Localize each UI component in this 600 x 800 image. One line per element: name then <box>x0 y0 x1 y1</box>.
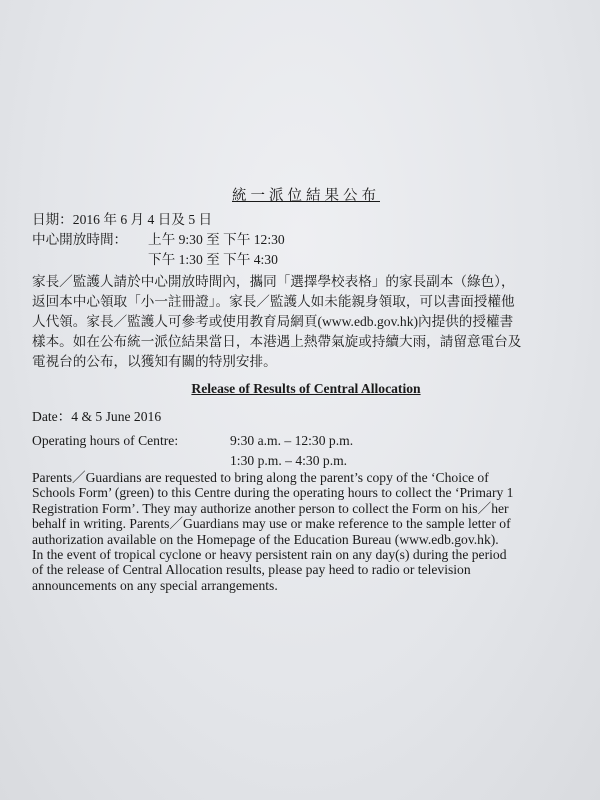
en-date: Date：4 & 5 June 2016 <box>32 409 162 424</box>
en-paragraph-line: Parents／Guardians are requested to bring along the parent’s copy of the ‘Choice of <box>32 470 489 485</box>
zh-instructions-paragraph <box>32 272 580 372</box>
en-hours-afternoon: 1:30 p.m. – 4:30 p.m. <box>230 453 348 468</box>
zh-paragraph-line: 樣本。如在公布統一派位結果當日，本港遇上熱帶氣旋或持續大雨，請留意電台及 <box>32 334 522 349</box>
zh-hours-afternoon: 下午 1:30 至 下午 4:30 <box>148 252 278 267</box>
zh-paragraph-line: 人代領。家長／監護人可參考或使用教育局網頁(www.edb.gov.hk)內提供的授權書 <box>32 314 514 329</box>
en-notice-title: Release of Results of Central Allocation <box>191 381 421 396</box>
zh-paragraph-line: 家長／監護人請於中心開放時間內，攜同「選擇學校表格」的家長副本（綠色）， <box>32 274 515 289</box>
en-hours-morning: 9:30 a.m. – 12:30 p.m. <box>230 433 354 448</box>
zh-notice-title: 統一派位結果公布 <box>232 188 380 204</box>
zh-hours-row-1 <box>32 230 580 250</box>
zh-hours-morning: 上午 9:30 至 下午 12:30 <box>148 232 285 247</box>
en-paragraph-line: authorization available on the Homepage of the Education Bureau (www.edb.gov.hk). <box>32 531 499 547</box>
zh-hours-spacer <box>32 250 148 270</box>
notice-content <box>32 186 580 593</box>
zh-hours-row-2 <box>32 250 580 270</box>
en-paragraph-line: Registration Form’. They may authorize another person to collect the Form on his／her <box>32 500 509 516</box>
en-paragraph-line: announcements on any special arrangements. <box>32 577 278 593</box>
en-hours-label: Operating hours of Centre: <box>32 433 179 448</box>
en-paragraph-line: behalf in writing. Parents／Guardians may use or make reference to the sample letter of <box>32 516 511 532</box>
zh-paragraph-line: 返回本中心領取「小一註冊證」。家長／監護人如未能親身領取，可以書面授權他 <box>32 294 515 309</box>
zh-paragraph-line: 電視台的公布，以獲知有關的特別安排。 <box>32 354 277 369</box>
en-instructions-paragraph <box>32 470 580 593</box>
en-paragraph-line: In the event of tropical cyclone or heavy persistent rain on any day(s) during the period <box>32 547 507 563</box>
en-paragraph-line: of the release of Central Allocation results, please pay heed to radio or television <box>32 562 471 578</box>
en-paragraph-line: Schools Form’ (green) to this Centre during the operating hours to collect the ‘Primary 1 <box>32 485 514 501</box>
en-hours-row-1 <box>32 432 580 450</box>
en-hours-spacer <box>32 452 230 470</box>
en-hours-row-2 <box>32 452 580 470</box>
zh-hours-label: 中心開放時間： <box>32 232 128 247</box>
zh-date: 日期：2016 年 6 月 4 日及 5 日 <box>32 212 213 227</box>
